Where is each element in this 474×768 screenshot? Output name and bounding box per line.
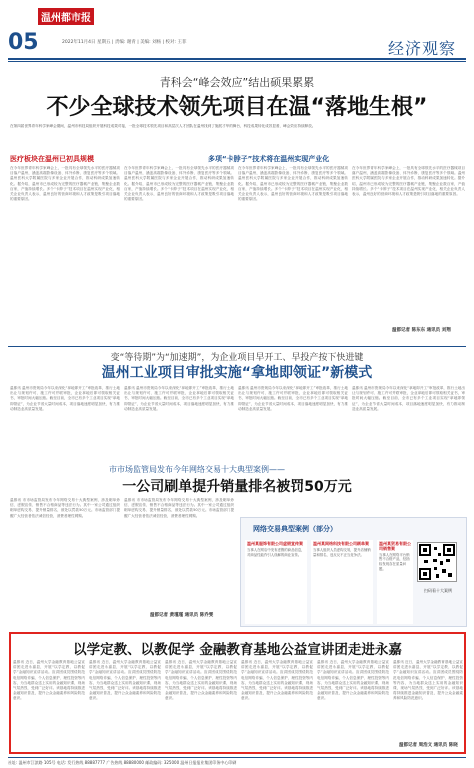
story1-subhead-2: 多项“卡脖子”技术将在温州实现产业化: [208, 155, 330, 163]
story2-body-col4: 温都讯 温州市资规局今年以来深化“拿地即开工”审批改革，推行土地出让与规划许可、施工许可并联审批，企业拿地后即可领取相关证书，审批时间大幅压缩。截至目前，全市已有多个工业项目实现“拿地即领证”，为企业节省大量时间成本，项目落地速度明显加快，有力推动制造业高质量发展。: [352, 386, 465, 411]
story4-body-col3: 温都讯 近日，温州大学金融教育基地公益宣讲团走进永嘉县，开展“以学定教、以教促学”金融知识宣讲活动。宣讲团成员围绕防范电信网络诈骗、个人信息保护、理性投资等内容，为当地群众送上实用的金融知识课，现场气氛热烈，受到广泛好评。该基地将持续推进金融知识普及，提升公众金融素养和风险防范意识。: [165, 660, 237, 701]
cases-box-title: 网络交易典型案例（部分）: [253, 525, 337, 533]
case-card-body: 当事人在网络平台销售不合格产品，经抽检发现存在质量问题。: [379, 552, 410, 571]
story4-headline: 以学定教、以教促学 金融教育基地公益宣讲团走进永嘉: [73, 642, 402, 658]
footer: 社址: 温州市江滨路 105号 电话: 发行热线 88887777 广告热线 88880000 邮政编码: 325000 温州日报报业集团印务中心印刷: [8, 757, 466, 766]
story2-kicker: 变“等待期”为“加速期”，为企业项目早开工、早投产按下快进键: [110, 353, 364, 363]
story4-byline: 温都记者 周浩文 通讯员 陈晓: [399, 743, 458, 748]
page-number: 05: [8, 30, 39, 55]
story1-body-col3: 在今年世界青年科学家峰会上，一批具有全球领先水平的医疗器械项目落户温州，涵盖高端影像设备、体外诊断、康复医疗等多个领域。温州医科大学附属医院与多家企业开展合作，推动科研成果加速转化。据介绍，温州市已形成较为完整的医疗器械产业链，集聚企业数百家，产值持续增长。多个“卡脖子”技术项目在温州实现产业化，相关企业负责人表示，温州良好的营商环境和人才政策是吸引项目落地的重要原因。: [238, 166, 348, 202]
story4-body-col5: 温都讯 近日，温州大学金融教育基地公益宣讲团走进永嘉县，开展“以学定教、以教促学”金融知识宣讲活动。宣讲团成员围绕防范电信网络诈骗、个人信息保护、理性投资等内容，为当地群众送上实用的金融知识课，现场气氛热烈，受到广泛好评。该基地将持续推进金融知识普及，提升公众金融素养和风险防范意识。: [317, 660, 389, 701]
case-card-title: 温州某服饰有限公司虚假宣传案: [247, 541, 303, 546]
story4-body-col6: 温都讯 近日，温州大学金融教育基地公益宣讲团走进永嘉县，开展“以学定教、以教促学”金融知识宣讲活动。宣讲团成员围绕防范电信网络诈骗、个人信息保护、理性投资等内容，为当地群众送上实用的金融知识课，现场气氛热烈，受到广泛好评。该基地将持续推进金融知识普及，提升公众金融素养和风险防范意识。: [393, 660, 463, 701]
masthead: [0, 0, 474, 62]
qr-code-icon[interactable]: [417, 542, 457, 582]
story3-body-col2: 温都讯 市市场监管局发布今年网络交易十大典型案例，涉及刷单炒信、虚假宣传、销售不合格商品等违法行为。其中一家公司通过组织刷单虚构交易、提升销量排名，被处以罚款50万元。市场监管部门提醒广大经营者依法诚信经营，消费者理性网购。: [124, 498, 234, 518]
qr-label: 扫码看十大案例: [424, 588, 452, 593]
story4-body-col2: 温都讯 近日，温州大学金融教育基地公益宣讲团走进永嘉县，开展“以学定教、以教促学”金融知识宣讲活动。宣讲团成员围绕防范电信网络诈骗、个人信息保护、理性投资等内容，为当地群众送上实用的金融知识课，现场气氛热烈，受到广泛好评。该基地将持续推进金融知识普及，提升公众金融素养和风险防范意识。: [89, 660, 161, 701]
story3-headline: 一公司刷单提升销量排名被罚50万元: [122, 479, 352, 495]
story2-body-col2: 温都讯 温州市资规局今年以来深化“拿地即开工”审批改革，推行土地出让与规划许可、施工许可并联审批，企业拿地后即可领取相关证书，审批时间大幅压缩。截至目前，全市已有多个工业项目实现“拿地即领证”，为企业节省大量时间成本，项目落地速度明显加快，有力推动制造业高质量发展。: [124, 386, 234, 411]
case-card-1: [245, 540, 307, 624]
story1-byline: 温都记者 陈东东 通讯员 刘翔: [392, 328, 451, 333]
case-card-title: 温州某贸易有限公司销售案: [379, 541, 411, 551]
case-card-title: 温州某网络科技有限公司刷单案: [313, 541, 369, 546]
story1-body-col4: 在今年世界青年科学家峰会上，一批具有全球领先水平的医疗器械项目落户温州，涵盖高端影像设备、体外诊断、康复医疗等多个领域。温州医科大学附属医院与多家企业开展合作，推动科研成果加速转化。据介绍，温州市已形成较为完整的医疗器械产业链，集聚企业数百家，产值持续增长。多个“卡脖子”技术项目在温州实现产业化，相关企业负责人表示，温州良好的营商环境和人才政策是吸引项目落地的重要原因。: [352, 166, 465, 197]
story3-body-col1: 温都讯 市市场监管局发布今年网络交易十大典型案例，涉及刷单炒信、虚假宣传、销售不合格商品等违法行为。其中一家公司通过组织刷单虚构交易、提升销量排名，被处以罚款50万元。市场监管部门提醒广大经营者依法诚信经营，消费者理性网购。: [10, 498, 120, 518]
story2-body-col3: 温都讯 温州市资规局今年以来深化“拿地即开工”审批改革，推行土地出让与规划许可、施工许可并联审批，企业拿地后即可领取相关证书，审批时间大幅压缩。截至目前，全市已有多个工业项目实现“拿地即领证”，为企业节省大量时间成本，项目落地速度明显加快，有力推动制造业高质量发展。: [238, 386, 348, 411]
story4-body-col4: 温都讯 近日，温州大学金融教育基地公益宣讲团走进永嘉县，开展“以学定教、以教促学”金融知识宣讲活动。宣讲团成员围绕防范电信网络诈骗、个人信息保护、理性投资等内容，为当地群众送上实用的金融知识课，现场气氛热烈，受到广泛好评。该基地将持续推进金融知识普及，提升公众金融素养和风险防范意识。: [241, 660, 313, 701]
section-title: 经济观察: [387, 39, 456, 58]
story3-byline: 温都记者 黄瑾瑾 通讯员 陈乔雯: [150, 613, 214, 618]
story1-body-col2: 在今年世界青年科学家峰会上，一批具有全球领先水平的医疗器械项目落户温州，涵盖高端影像设备、体外诊断、康复医疗等多个领域。温州医科大学附属医院与多家企业开展合作，推动科研成果加速转化。据介绍，温州市已形成较为完整的医疗器械产业链，集聚企业数百家，产值持续增长。多个“卡脖子”技术项目在温州实现产业化，相关企业负责人表示，温州良好的营商环境和人才政策是吸引项目落地的重要原因。: [124, 166, 234, 202]
story1-body-col1: 在今年世界青年科学家峰会上，一批具有全球领先水平的医疗器械项目落户温州，涵盖高端影像设备、体外诊断、康复医疗等多个领域。温州医科大学附属医院与多家企业开展合作，推动科研成果加速转化。据介绍，温州市已形成较为完整的医疗器械产业链，集聚企业数百家，产值持续增长。多个“卡脖子”技术项目在温州实现产业化，相关企业负责人表示，温州良好的营商环境和人才政策是吸引项目落地的重要原因。: [10, 166, 120, 202]
cases-box: [240, 517, 467, 627]
story1-headline: 不少全球技术领先项目在温“落地生根”: [46, 95, 428, 120]
section-rule-1: [8, 346, 466, 347]
masthead-rule: [8, 58, 466, 60]
paper-logo: 温州都市报: [38, 8, 94, 25]
story4-body-col1: 温都讯 近日，温州大学金融教育基地公益宣讲团走进永嘉县，开展“以学定教、以教促学”金融知识宣讲活动。宣讲团成员围绕防范电信网络诈骗、个人信息保护、理性投资等内容，为当地群众送上实用的金融知识课，现场气氛热烈，受到广泛好评。该基地将持续推进金融知识普及，提升公众金融素养和风险防范意识。: [13, 660, 85, 701]
case-card-3: [377, 540, 413, 624]
story2-headline: 温州工业项目审批实施“拿地即领证”新模式: [101, 365, 373, 381]
story2-body-col1: 温都讯 温州市资规局今年以来深化“拿地即开工”审批改革，推行土地出让与规划许可、施工许可并联审批，企业拿地后即可领取相关证书，审批时间大幅压缩。截至目前，全市已有多个工业项目实现“拿地即领证”，为企业节省大量时间成本，项目落地速度明显加快，有力推动制造业高质量发展。: [10, 386, 120, 411]
masthead-rule-thin: [8, 61, 466, 62]
story1-kicker: 青科会“峰会效应”结出硕果累累: [159, 76, 315, 89]
story1-subhead-1: 医疗板块在温州已初具规模: [10, 155, 94, 163]
case-card-2: [311, 540, 373, 624]
case-card-body: 当事人组织人员虚构交易，提升店铺销量和排名，违反反不正当竞争法。: [313, 547, 371, 557]
highlighted-article: [9, 632, 466, 754]
story1-lead: 在第四届世界青年科学家峰会期间，温州市科技局组织开展科技成果对接，一批全球技术领先项目和高层次人才团队在温州找到了施展才华的舞台，科技成果转化成效显著，峰会效应持续释放。: [10, 124, 316, 128]
story3-kicker: 市市场监管局发布今年网络交易十大典型案例——: [109, 465, 285, 474]
case-card-body: 当事人在网店中发布虚假的商品信息，对商品性能作引人误解的商业宣传。: [247, 547, 305, 557]
masthead-meta: 2022年11月4日 星期五 | 责编: 谢青 | 美编: 刘杨 | 校对: 王菲: [62, 40, 187, 45]
